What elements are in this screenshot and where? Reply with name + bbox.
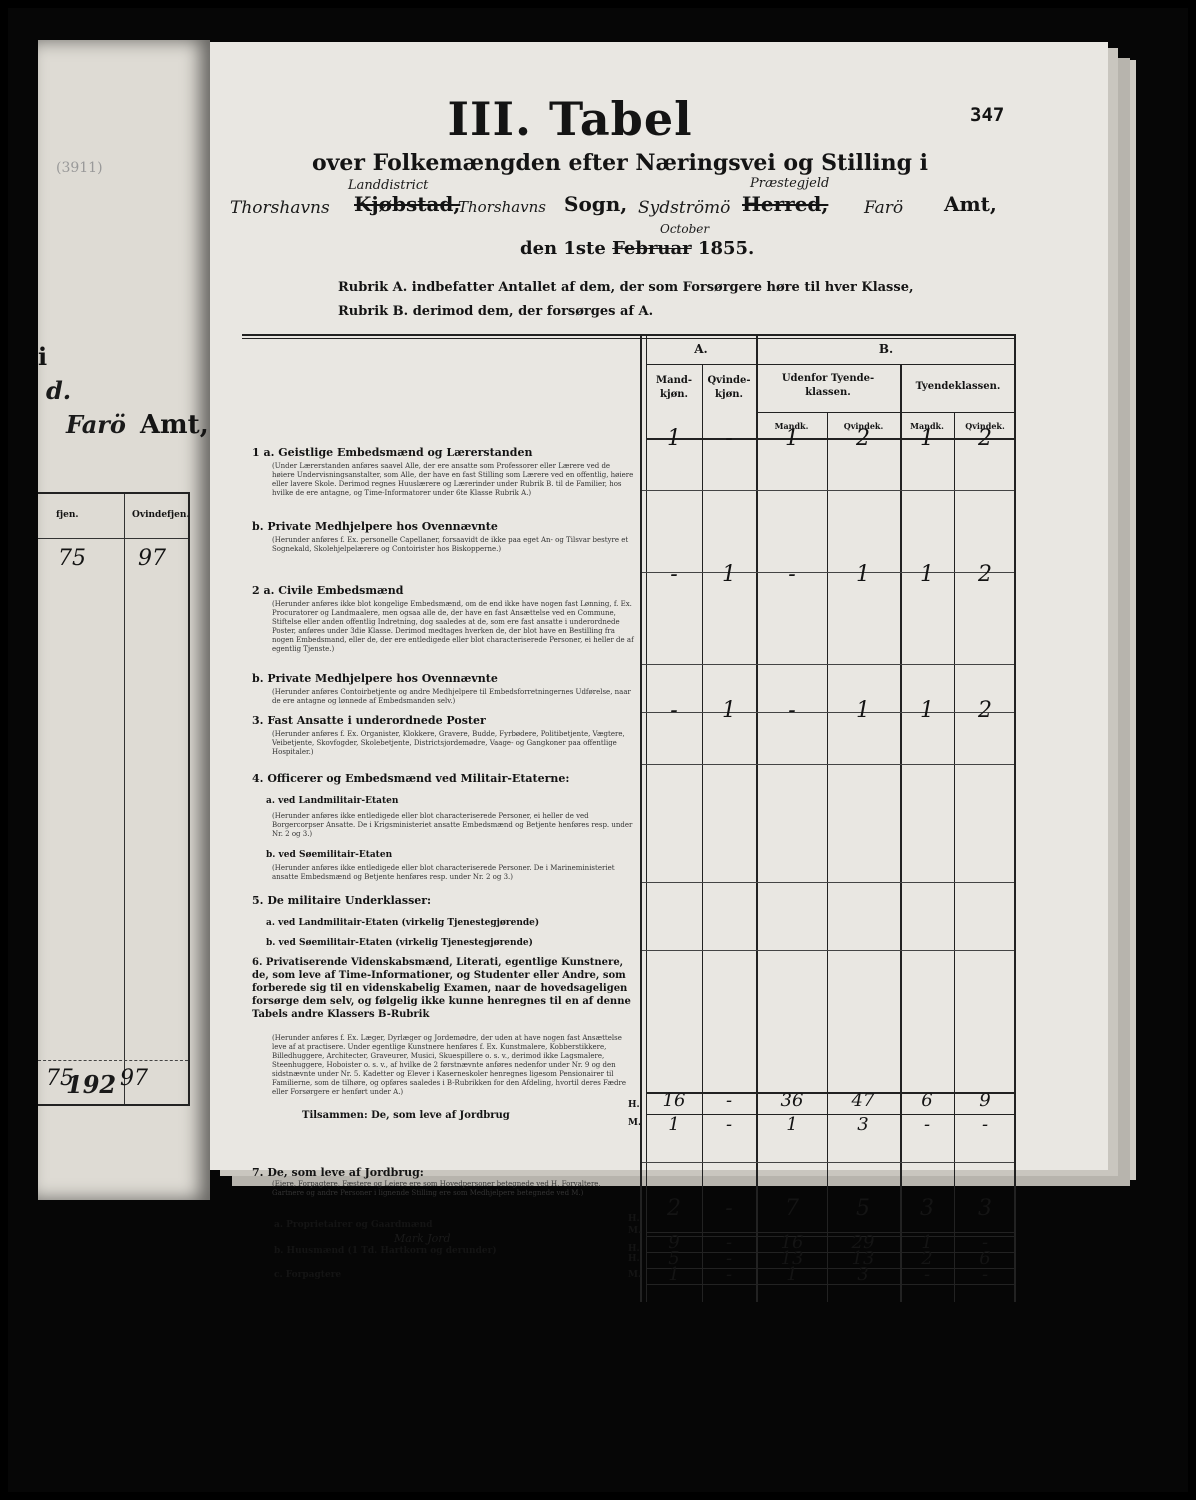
page-title: III. Tabel (447, 92, 693, 146)
agri-c-b1-mand: 13 (780, 1248, 804, 1269)
row-1a-a-mand: 1 (667, 426, 681, 451)
totals-col (756, 1092, 757, 1152)
row-sep (642, 490, 1014, 491)
row-5-label: 5. De militaire Underklasser: (252, 894, 432, 907)
row-3-a-qvind: 1 (722, 698, 736, 723)
row-3-b2-qvind: 2 (978, 698, 992, 723)
row-sep (642, 572, 1014, 573)
totals-m-b1-qvind: 3 (857, 1114, 869, 1135)
left-value-qvind: 97 (138, 546, 166, 571)
agri-a-b1-mand: 7 (785, 1196, 799, 1221)
row-2a-a-qvind: 1 (722, 562, 736, 587)
totals-col (954, 1092, 955, 1152)
row-3-b2-mand: 1 (920, 698, 934, 723)
location-line (230, 176, 1010, 226)
left-table-header (38, 494, 188, 539)
agri-sep (646, 1268, 1016, 1269)
totals-h-a-qvind: - (725, 1090, 733, 1111)
census-table (242, 334, 1016, 1302)
row-sep (642, 1162, 1014, 1163)
agri-sep (646, 1236, 1016, 1237)
agri-b-handwritten: Mark Jord (394, 1232, 451, 1245)
row-3-b1-mand: - (788, 698, 796, 723)
left-table (38, 492, 190, 1106)
printed-herred: Herred, (742, 192, 829, 216)
row-1a-b1-mand: 1 (785, 426, 799, 451)
row-1a-b2-mand: 1 (920, 426, 934, 451)
header-b2-mandk: Mandk. (910, 421, 944, 431)
agri-sep (646, 1252, 1016, 1253)
row-sep (642, 764, 1014, 765)
date-line (520, 222, 755, 259)
agri-cm-b1-qvind: 3 (857, 1264, 869, 1285)
totals-col (900, 1092, 901, 1152)
agri-cm-b1-mand: 1 (786, 1264, 798, 1285)
agri-c-a-mand: 5 (668, 1248, 680, 1269)
agri-a-a-qvind: - (725, 1196, 733, 1221)
page-subtitle: over Folkemængden efter Næringsvei og Stilling i (311, 150, 929, 176)
agri-b-label: b. Huusmænd (1 Td. Hartkorn og derunder) (274, 1246, 497, 1256)
handwritten-town: Thorshavns (230, 198, 330, 218)
handwritten-landdistrict: Landdistrict (348, 178, 429, 193)
row-6-label: 6. Privatiserende Videnskabsmænd, Literati, egentlige Kunstnere, de, som leve af Time-Informationer, og Studenter eller Andre, som forberede sig til en videnskabelig Examen, naar de hovedsageligen forsørge dem selv, og følgelig ikke kunne henregnes til en af denne Tabels andre Klassers B-Rubrik (252, 957, 631, 1020)
header-b-tyende: Tyendeklassen. (915, 381, 1001, 392)
totals-h: H. (628, 1100, 640, 1110)
header-b1-mandk: Mandk. (774, 421, 809, 431)
left-amt-handwritten: Farö (66, 410, 126, 439)
col-divider-ab (756, 334, 758, 1302)
table-top-rule (242, 334, 1016, 336)
agri-sep (646, 1284, 1016, 1285)
row-2a-b2-qvind: 2 (978, 562, 992, 587)
row-7-label: 7. De, som leve af Jordbrug: (252, 1166, 424, 1179)
header-b2-qvindek: Qvindek. (965, 421, 1005, 431)
row-6-note: (Herunder anføres f. Ex. Læger, Dyrlæger og Jordemødre, der uden at have nogen fast Ansættelse leve af at practisere. Under egentlige Kunstnere henføres f. Ex. Kunstmalere, Kobberstikkere, Billedhuggere, Architecter, Graveurer, Musici, Skuespillere o. s. v., derimod ikke Lagsmalere, Steenhuggere, Hoboister o. s. v., af hvilke de 2 førstnævnte anføres nedenfor under Nr. 9 og den sidstnævnte under Nr. 5. Kadetter og Elever i Kaserneskoler henregnes ligesom Pensionairer til Familierne, som de tilhøre, og opføres saaledes i B-Rubrikken for den Afdeling, hvortil deres Fædre eller Forsørgere er henført under A.) (272, 1034, 626, 1096)
totals-label: Tilsammen: De, som leve af Jordbrug (302, 1110, 510, 1121)
totals-m-b1-mand: 1 (786, 1114, 798, 1135)
col-divider-b3 (954, 412, 955, 1302)
agri-a-b2-mand: 3 (920, 1196, 934, 1221)
row-7-note: (Eiere, Forpagtere, Fæstere og Leiere ere som Hovedpersoner betegnede ved H, Forvaltere, Gartnere og andre Personer i lignende Stilling ere som Medhjelpere betegnede ved M.) (272, 1180, 601, 1197)
agri-a-h: H. (628, 1214, 640, 1224)
left-total-line (38, 1060, 188, 1061)
agri-c-label: c. Forpagtere (274, 1270, 342, 1280)
printed-kjobstad: Kjøbstad, (354, 192, 461, 216)
agri-b-h: H. (628, 1244, 640, 1254)
head-rule-2 (756, 412, 1016, 413)
left-col-mand: fjen. (56, 510, 79, 520)
row-2a-label: 2 a. Civile Embedsmænd (252, 584, 404, 597)
left-value-mand: 75 (58, 546, 86, 571)
totals-h-b1-mand: 36 (780, 1090, 804, 1111)
agri-sep (646, 1232, 1016, 1233)
left-total-mand: 75 (46, 1066, 74, 1091)
agri-c-b1-qvind: 13 (851, 1248, 875, 1269)
agri-a-a-mand: 2 (667, 1196, 681, 1221)
totals-col (827, 1092, 828, 1152)
row-5b-label: b. ved Søemilitair-Etaten (virkelig Tjenestegjørende) (266, 938, 533, 948)
row-4-label: 4. Officerer og Embedsmænd ved Militair-Etaterne: (252, 772, 570, 785)
totals-m: M. (628, 1118, 642, 1128)
agri-b-a-mand: 9 (668, 1232, 680, 1253)
col-divider-label (640, 334, 642, 1302)
totals-h-b2-mand: 6 (921, 1090, 933, 1111)
head-rule-3 (646, 438, 1016, 440)
agri-a-m: M. (628, 1226, 642, 1236)
handwritten-herred: Sydströmö (638, 198, 731, 218)
agri-b-b2-mand: 1 (921, 1232, 933, 1253)
row-2a-note: (Herunder anføres ikke blot kongelige Embedsmænd, om de end ikke have nogen fast Lønning, f. Ex. Procuratorer og Landmaalere, men ogsaa alle de, der have en fast Ansættelse ved en Commune, Stiftelse eller anden offentlig Indretning, dog saaledes at de, som ere fast ansatte i underordnede Poster, anføres under 3die Klasse. Derimod medtages hverken de, der blot have en Bestilling fra nogen Embedsmand, eller de, der ere entledigede eller blot characteriserede Personer, ei heller de af egentlig Tjenste.) (272, 600, 634, 653)
totals-h-b1-qvind: 47 (851, 1090, 875, 1111)
row-1a-note: (Under Lærerstanden anføres saavel Alle, der ere ansatte som Professorer eller Lærere ved de høiere Undervisningsanstalter, som Alle, der have en fast Stilling som Lærere ved en offentlig, høiere eller lavere Skole. Derimod regnes Huuslærere og Lærerinder under Rubrik B. til de Familier, hos hvilke de ere antagne, og Time-Informatorer under 6te Klasse Rubrik A.) (272, 462, 634, 497)
left-column-divider (124, 494, 125, 1104)
page-stack-edge (1108, 60, 1136, 1180)
handwritten-praestegjeld: Præstegjeld (750, 176, 830, 191)
totals-m-a-mand: 1 (668, 1114, 680, 1135)
row-2a-b1-mand: - (788, 562, 796, 587)
totals-h-a-mand: 16 (662, 1090, 686, 1111)
handwritten-sogn: Thorshavns (458, 198, 547, 216)
rubrik-b-text: Rubrik B. derimod dem, der forsørges af A. (338, 304, 654, 319)
handwritten-amt: Farö (864, 198, 904, 218)
header-b: B. (878, 342, 894, 356)
row-3-label: 3. Fast Ansatte i underordnede Poster (252, 714, 486, 727)
row-2a-b2-mand: 1 (920, 562, 934, 587)
row-1a-label: 1 a. Geistlige Embedsmænd og Lærerstanden (252, 446, 533, 459)
totals-col (702, 1092, 703, 1152)
row-2a-a-mand: - (670, 562, 678, 587)
header-b1-qvindek: Qvindek. (843, 421, 884, 431)
agri-cm-a-qvind: - (725, 1264, 733, 1285)
row-1b-note: (Herunder anføres f. Ex. personelle Capellaner, forsaavidt de ikke paa eget An- og Tilsvar bestyre et Sognekald, Skolehjelpelærere og Contoirister hos Biskopperne.) (272, 536, 629, 553)
row-sep (642, 950, 1014, 951)
agri-a-b2-qvind: 3 (978, 1196, 992, 1221)
left-handwritten-ref: d. (46, 376, 72, 405)
col-divider-label-2 (646, 334, 647, 1302)
agri-b-b1-mand: 16 (780, 1232, 804, 1253)
printed-amt: Amt, (944, 192, 997, 216)
totals-col (1014, 1092, 1015, 1152)
left-amt-printed: Amt, (140, 410, 209, 440)
totals-m-b2-mand: - (923, 1114, 931, 1135)
date-prefix: den 1ste (520, 238, 606, 259)
left-total-qvind: 97 (120, 1066, 148, 1091)
col-divider-b1 (827, 412, 828, 1302)
agri-cm-b2-qvind: - (981, 1264, 989, 1285)
row-3-a-mand: - (670, 698, 678, 723)
left-col-qvind: Ovindefjen. (132, 510, 190, 520)
row-1a-b1-qvind: 2 (856, 426, 870, 451)
totals-m-b2-qvind: - (981, 1114, 989, 1135)
agri-cm-a-mand: 1 (668, 1264, 680, 1285)
row-4b-note: (Herunder anføres ikke entledigede eller blot characteriserede Personer. De i Marineministeriet ansatte Embedsmænd og Betjente henføres resp. under Nr. 2 og 3.) (272, 864, 615, 881)
row-sep (642, 712, 1014, 713)
agri-c-m: M. (628, 1270, 642, 1280)
agri-c-b2-mand: 2 (921, 1248, 933, 1269)
row-sep (642, 664, 1014, 665)
left-fragment-letter: i (38, 342, 48, 371)
row-1a-a-qvind: - (725, 426, 733, 451)
rubrik-a-text: Rubrik A. indbefatter Antallet af dem, der som Forsørgere høre til hver Klasse, (338, 280, 914, 295)
totals-mid (646, 1114, 1016, 1115)
totals-block (242, 1092, 1016, 1152)
row-2a-b1-qvind: 1 (856, 562, 870, 587)
row-sep (642, 882, 1014, 883)
row-3-note: (Herunder anføres f. Ex. Organister, Klokkere, Gravere, Budde, Fyrbødere, Politibetjente, Vægtere, Veibetjente, Skovfogder, Skolebetjente, Districtsjordemødre, Vaage- og Gangkoner paa offentlige Hospitaler.) (272, 730, 625, 756)
agri-a-b1-qvind: 5 (856, 1196, 870, 1221)
row-2b-note: (Herunder anføres Contoirbetjente og andre Medhjelpere til Embedsforretningernes Udførelse, naar de ere antagne og lønnede af Embedsmanden selv.) (272, 688, 631, 705)
row-1a-b2-qvind: 2 (978, 426, 992, 451)
table-top-rule-thin (242, 338, 1016, 339)
agri-c-a-qvind: - (725, 1248, 733, 1269)
left-bottom-number: 192 (66, 1070, 117, 1099)
date-handwritten-month: October (660, 222, 710, 236)
left-stamp-text: (3911) (56, 160, 103, 176)
census-page (210, 42, 1108, 1285)
agri-b-b2-qvind: - (981, 1232, 989, 1253)
row-1b-label: b. Private Medhjelpere hos Ovennævnte (252, 520, 498, 533)
date-year: 1855. (697, 238, 755, 259)
printed-sogn: Sogn, (564, 192, 628, 216)
header-a-mand: Mand- kjøn. (656, 375, 692, 400)
row-3-b1-qvind: 1 (856, 698, 870, 723)
header-b-udenfor: Udenfor Tyende- klassen. (781, 373, 875, 398)
head-rule-1 (646, 364, 1016, 365)
date-struck-month: Februar (612, 238, 692, 259)
header-a-qvind: Qvinde- kjøn. (707, 375, 751, 400)
agri-b-a-qvind: - (725, 1232, 733, 1253)
row-5a-label: a. ved Landmilitair-Etaten (virkelig Tjenestegjørende) (266, 918, 540, 928)
totals-h-b2-qvind: 9 (979, 1090, 991, 1111)
agri-a-label: a. Proprietairer og Gaardmænd (274, 1220, 433, 1230)
agri-cm-b2-mand: - (923, 1264, 931, 1285)
totals-m-a-qvind: - (725, 1114, 733, 1135)
left-page-fragment (38, 40, 210, 1200)
totals-col (640, 1092, 641, 1152)
row-4b-label: b. ved Søemilitair-Etaten (266, 850, 393, 860)
page-number: 347 (970, 104, 1005, 126)
row-4a-label: a. ved Landmilitair-Etaten (266, 796, 399, 806)
header-a: A. (694, 342, 708, 356)
agri-c-b2-qvind: 6 (979, 1248, 991, 1269)
agri-b-b1-qvind: 29 (851, 1232, 875, 1253)
col-divider-right (1014, 334, 1016, 1302)
agri-c-h: H. (628, 1254, 640, 1264)
row-4a-note: (Herunder anføres ikke entledigede eller blot characteriserede Personer, ei heller de ved Borgercorpser Ansatte. De i Krigsministeriet ansatte Embedsmænd og Betjente henføres resp. under Nr. 2 og 3.) (272, 812, 633, 838)
row-2b-label: b. Private Medhjelpere hos Ovennævnte (252, 672, 498, 685)
